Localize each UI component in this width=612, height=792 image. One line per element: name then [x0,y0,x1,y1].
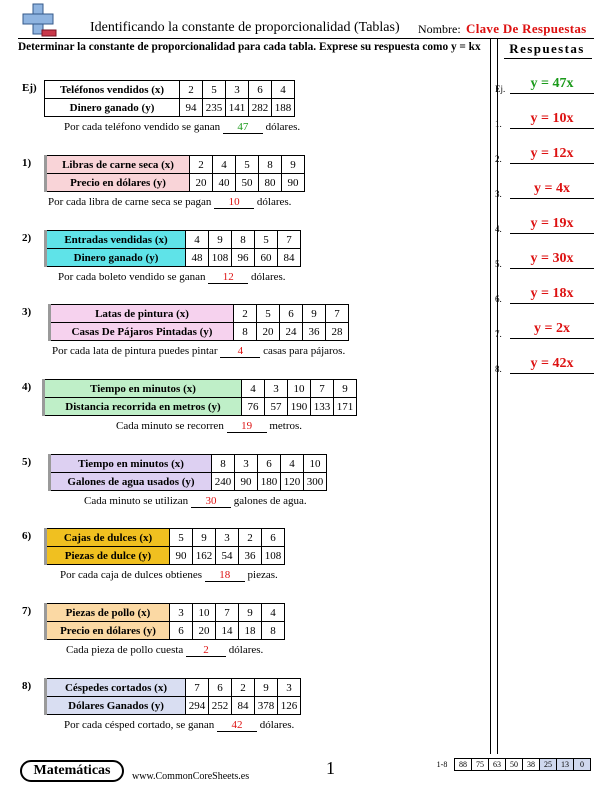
table-cell: 9 [209,231,232,249]
answer-value: y = 30x [530,251,574,266]
table-cell: 2 [180,81,203,99]
table-cell: 6 [262,529,285,547]
table-cell: 3 [265,380,288,398]
table-cell: 54 [216,547,239,565]
table-cell: 96 [232,249,255,267]
proportion-table [48,304,349,341]
x-label: Céspedes cortados (x) [46,679,186,697]
table-cell: 3 [235,455,258,473]
proportion-table [44,528,285,565]
sentence-text: galones de agua. [230,495,307,507]
answer-sentence [64,121,300,134]
sentence-text: Por cada césped cortado, se ganan [64,719,218,731]
sentence-text: piezas. [244,569,278,581]
x-row [46,529,285,547]
table-cell: 4 [272,81,295,99]
table-cell: 2 [232,679,255,697]
table-cell: 10 [193,604,216,622]
table-cell: 5 [257,305,280,323]
table-cell: 240 [212,473,235,491]
sentence-text: metros. [266,420,303,432]
y-label: Dinero ganado (y) [45,99,180,117]
table-cell: 6 [280,305,303,323]
problem-number: 6) [22,530,32,542]
table-cell: 50 [236,174,259,192]
answer-sentence [60,569,278,582]
table-cell: 3 [226,81,249,99]
sentence-text: dólares. [257,719,295,731]
proportion-table [44,230,301,267]
table-cell: 80 [259,174,282,192]
table-cell: 28 [326,323,349,341]
table-cell: 9 [334,380,357,398]
score-range-label: 1-8 [436,760,448,769]
table-cell: 90 [235,473,258,491]
table-cell: 141 [226,99,249,117]
table-cell: 94 [180,99,203,117]
table-cell: 20 [190,174,213,192]
score-cell: 0 [574,759,591,771]
y-label: Dólares Ganados (y) [46,697,186,715]
subject-badge: Matemáticas [20,760,124,782]
table-cell: 20 [193,622,216,640]
table-cell: 8 [232,231,255,249]
answer-blank: 2 [186,645,226,657]
table-cell: 5 [236,156,259,174]
x-label: Latas de pintura (x) [50,305,234,323]
problem-number: 3) [22,306,32,318]
header-rule [18,38,594,39]
problem-number: Ej) [22,82,37,94]
answer-blank: 10 [214,197,254,209]
table-cell: 84 [278,249,301,267]
table-cell: 10 [288,380,311,398]
x-label: Piezas de pollo (x) [46,604,170,622]
problem-number: 7) [22,605,32,617]
table-cell: 5 [170,529,193,547]
x-row [46,156,305,174]
table-cell: 76 [242,398,265,416]
table-cell: 3 [170,604,193,622]
y-label: Galones de agua usados (y) [50,473,212,491]
answer-value: y = 10x [530,111,574,126]
y-row [50,473,327,491]
answer-line [510,93,594,94]
sentence-text: Por cada teléfono vendido se ganan [64,121,223,133]
score-cell: 88 [455,759,472,771]
y-row [46,697,301,715]
answer-blank: 19 [227,421,267,433]
answer-value: y = 12x [530,146,574,161]
answer-line [510,198,594,199]
score-cell: 50 [506,759,523,771]
logo-plus-minus-icon [22,2,58,38]
column-divider [490,38,491,754]
problem-number: 8) [22,680,32,692]
answer-sentence [116,420,302,433]
table-cell: 90 [170,547,193,565]
y-row [46,174,305,192]
proportion-table [48,454,327,491]
table-cell: 6 [258,455,281,473]
table-cell: 6 [249,81,272,99]
y-row [50,323,349,341]
table-cell: 48 [186,249,209,267]
table-cell: 14 [216,622,239,640]
x-label: Tiempo en minutos (x) [44,380,242,398]
y-label: Precio en dólares (y) [46,174,190,192]
x-label: Teléfonos vendidos (x) [45,81,180,99]
answer-sentence [84,495,307,508]
proportion-table [44,603,285,640]
table-cell: 36 [303,323,326,341]
table-cell: 378 [255,697,278,715]
page-number: 1 [326,758,335,778]
table-cell: 252 [209,697,232,715]
table-cell: 2 [239,529,262,547]
table-cell: 5 [255,231,278,249]
answer-blank: 42 [217,720,257,732]
answer-key-label: Clave De Respuestas [466,21,587,36]
table-cell: 9 [239,604,262,622]
sentence-text: Cada pieza de pollo cuesta [66,644,187,656]
table-cell: 9 [193,529,216,547]
table-cell: 6 [170,622,193,640]
answer-sentence [66,644,263,657]
table-cell: 190 [288,398,311,416]
x-row [50,305,349,323]
page-title: Identificando la constante de proporcionalidad (Tablas) [90,20,400,35]
answer-value: y = 4x [534,181,570,196]
answer-blank: 12 [208,272,248,284]
x-row [44,380,357,398]
x-row [46,231,301,249]
sentence-text: Por cada libra de carne seca se pagan [48,196,215,208]
sentence-text: dólares. [248,271,286,283]
table-cell: 18 [239,622,262,640]
answer-number: Ej. [495,84,506,94]
table-cell: 120 [281,473,304,491]
y-row [46,622,285,640]
answer-line [510,303,594,304]
proportion-table [44,155,305,192]
table-cell: 84 [232,697,255,715]
x-label: Cajas de dulces (x) [46,529,170,547]
answer-number: 7. [495,329,502,339]
table-cell: 7 [326,305,349,323]
x-row [46,604,285,622]
answer-number: 8. [495,364,502,374]
table-cell: 188 [272,99,295,117]
answer-blank: 18 [205,570,245,582]
answer-number: 4. [495,224,502,234]
answer-number: 5. [495,259,502,269]
answer-line [510,268,594,269]
table-cell: 235 [203,99,226,117]
answer-sentence [48,196,291,209]
table-cell: 9 [255,679,278,697]
answer-line [510,163,594,164]
y-label: Dinero ganado (y) [46,249,186,267]
x-row [45,81,295,99]
score-cell: 75 [472,759,489,771]
sentence-text: Cada minuto se utilizan [84,495,191,507]
sentence-text: Por cada boleto vendido se ganan [58,271,209,283]
instructions: Determinar la constante de proporcionalidad para cada tabla. Exprese su respuesta como y = kx [18,41,481,53]
score-table [434,758,591,771]
score-cell: 25 [540,759,557,771]
x-row [46,679,301,697]
problem-number: 2) [22,232,32,244]
column-divider-inner [497,38,498,754]
table-cell: 8 [212,455,235,473]
answer-number: 2. [495,154,502,164]
answer-line [510,373,594,374]
proportion-table [42,379,357,416]
table-cell: 20 [257,323,280,341]
sentence-text: Por cada lata de pintura puedes pintar [52,345,221,357]
proportion-table [44,80,295,117]
x-label: Tiempo en minutos (x) [50,455,212,473]
table-cell: 8 [234,323,257,341]
answer-line [510,128,594,129]
table-cell: 8 [262,622,285,640]
y-label: Piezas de dulce (y) [46,547,170,565]
sentence-text: Cada minuto se recorren [116,420,227,432]
table-cell: 180 [258,473,281,491]
x-label: Entradas vendidas (x) [46,231,186,249]
x-label: Libras de carne seca (x) [46,156,190,174]
table-cell: 60 [255,249,278,267]
answer-value: y = 47x [530,76,574,91]
answer-blank: 4 [220,346,260,358]
table-cell: 171 [334,398,357,416]
table-cell: 108 [209,249,232,267]
answer-value: y = 19x [530,216,574,231]
table-cell: 294 [186,697,209,715]
sentence-text: Por cada caja de dulces obtienes [60,569,205,581]
sentence-text: dólares. [254,196,292,208]
score-cell: 13 [557,759,574,771]
site-url: www.CommonCoreSheets.es [132,771,250,782]
score-cell: 38 [523,759,540,771]
answer-sentence [58,271,286,284]
y-row [46,547,285,565]
table-cell: 7 [278,231,301,249]
table-cell: 90 [282,174,305,192]
table-cell: 4 [242,380,265,398]
sentence-text: dólares. [226,644,264,656]
table-cell: 5 [203,81,226,99]
answers-title-underline [504,58,592,59]
y-row [44,398,357,416]
table-cell: 7 [186,679,209,697]
table-cell: 4 [213,156,236,174]
proportion-table [44,678,301,715]
table-cell: 126 [278,697,301,715]
answers-panel-title: Respuestas [509,41,585,56]
answer-number: 6. [495,294,502,304]
table-cell: 3 [216,529,239,547]
answer-sentence [52,345,345,358]
table-cell: 10 [304,455,327,473]
y-label: Distancia recorrida en metros (y) [44,398,242,416]
table-cell: 24 [280,323,303,341]
table-cell: 8 [259,156,282,174]
y-label: Casas De Pájaros Pintadas (y) [50,323,234,341]
answer-value: y = 18x [530,286,574,301]
table-cell: 108 [262,547,285,565]
table-cell: 9 [282,156,305,174]
problem-number: 1) [22,157,32,169]
answer-blank: 30 [191,496,231,508]
table-cell: 7 [216,604,239,622]
answer-number: 1. [495,119,502,129]
table-cell: 3 [278,679,301,697]
table-cell: 2 [190,156,213,174]
table-cell: 4 [281,455,304,473]
y-label: Precio en dólares (y) [46,622,170,640]
table-cell: 4 [262,604,285,622]
score-cell: 63 [489,759,506,771]
answer-blank: 47 [223,122,263,134]
y-row [45,99,295,117]
x-row [50,455,327,473]
table-cell: 6 [209,679,232,697]
table-cell: 40 [213,174,236,192]
y-row [46,249,301,267]
table-cell: 133 [311,398,334,416]
answer-value: y = 42x [530,356,574,371]
table-cell: 57 [265,398,288,416]
answer-value: y = 2x [534,321,570,336]
table-cell: 4 [186,231,209,249]
problem-number: 4) [22,381,32,393]
answer-line [510,233,594,234]
name-label: Nombre: [418,22,461,36]
answer-number: 3. [495,189,502,199]
sentence-text: dólares. [262,121,301,133]
problem-number: 5) [22,456,32,468]
table-cell: 9 [303,305,326,323]
table-cell: 2 [234,305,257,323]
sentence-text: casas para pájaros. [260,345,346,357]
table-cell: 7 [311,380,334,398]
table-cell: 162 [193,547,216,565]
table-cell: 300 [304,473,327,491]
table-cell: 36 [239,547,262,565]
answer-sentence [64,719,294,732]
answer-line [510,338,594,339]
table-cell: 282 [249,99,272,117]
